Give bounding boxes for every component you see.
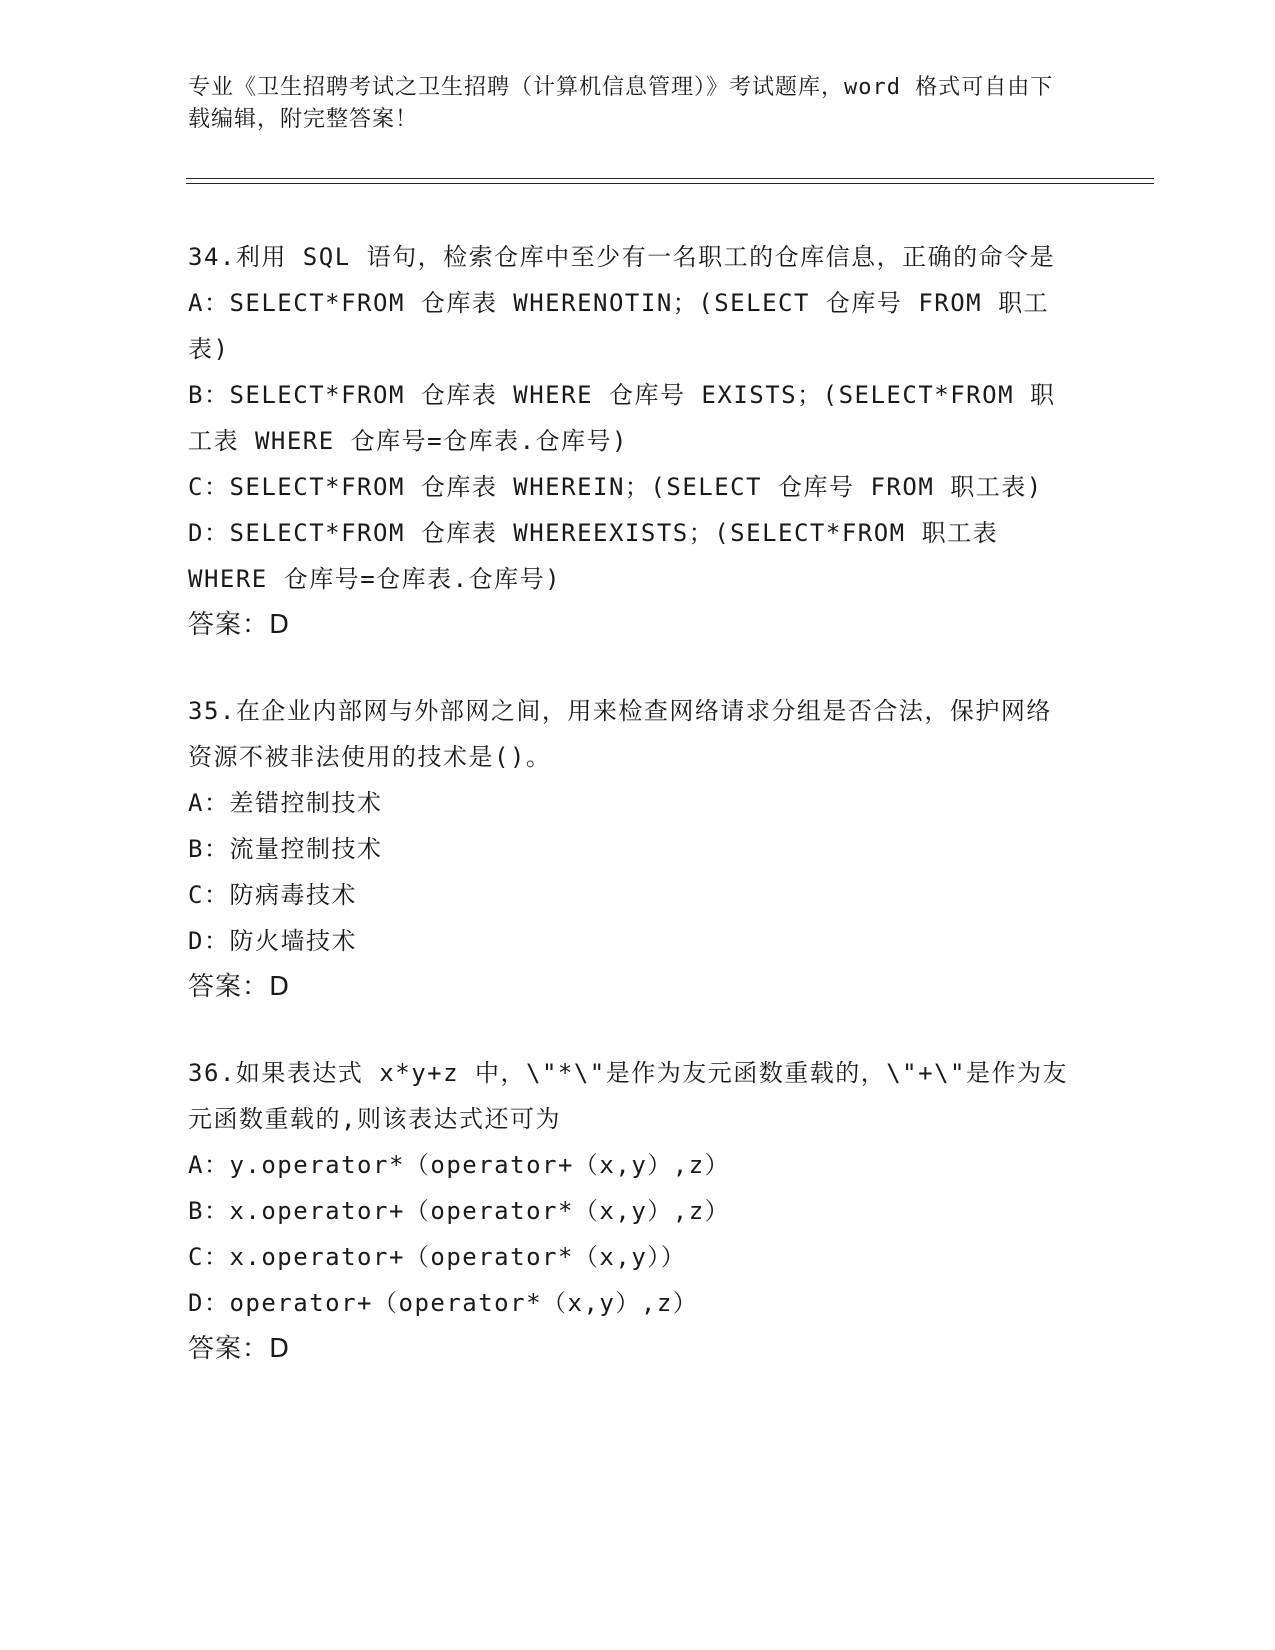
option-c: C：防病毒技术 <box>188 881 357 909</box>
header-text: 专业《卫生招聘考试之卫生招聘（计算机信息管理）》考试题库，word 格式可自由下载编辑，附完整答案！ <box>188 75 1054 132</box>
option-d: D：防火墙技术 <box>188 927 357 955</box>
option-d: D：operator+（operator*（x,y）,z） <box>188 1289 699 1317</box>
question-35 <box>188 688 1088 1010</box>
option-c: C：SELECT*FROM 仓库表 WHEREIN；(SELECT 仓库号 FROM 职工表) <box>188 473 1043 501</box>
option-a: A：y.operator*（operator+（x,y）,z） <box>188 1151 731 1179</box>
option-d: D：SELECT*FROM 仓库表 WHEREEXISTS；(SELECT*FROM 职工表 WHERE 仓库号=仓库表.仓库号) <box>188 519 999 593</box>
option-a: A：差错控制技术 <box>188 789 383 817</box>
answer-label: 答案：D <box>188 972 291 1002</box>
question-34 <box>188 234 1088 648</box>
question-stem: 35.在企业内部网与外部网之间，用来检查网络请求分组是否合法，保护网络资源不被非法使用的技术是()。 <box>188 697 1052 771</box>
answer-label: 答案：D <box>188 610 291 640</box>
answer-label: 答案：D <box>188 1334 291 1364</box>
option-b: B：流量控制技术 <box>188 835 383 863</box>
header-divider <box>186 178 1154 184</box>
document-header <box>188 72 1068 136</box>
question-36 <box>188 1050 1088 1372</box>
option-b: B：SELECT*FROM 仓库表 WHERE 仓库号 EXISTS；(SELECT*FROM 职工表 WHERE 仓库号=仓库表.仓库号) <box>188 381 1056 455</box>
question-stem: 36.如果表达式 x*y+z 中，\"*\"是作为友元函数重载的，\"+\"是作为友元函数重载的,则该表达式还可为 <box>188 1059 1068 1133</box>
option-a: A：SELECT*FROM 仓库表 WHERENOTIN；(SELECT 仓库号 FROM 职工表) <box>188 289 1050 363</box>
option-b: B：x.operator+（operator*（x,y）,z） <box>188 1197 731 1225</box>
question-stem: 34.利用 SQL 语句，检索仓库中至少有一名职工的仓库信息，正确的命令是 <box>188 243 1056 271</box>
option-c: C：x.operator+（operator*（x,y）） <box>188 1243 687 1271</box>
